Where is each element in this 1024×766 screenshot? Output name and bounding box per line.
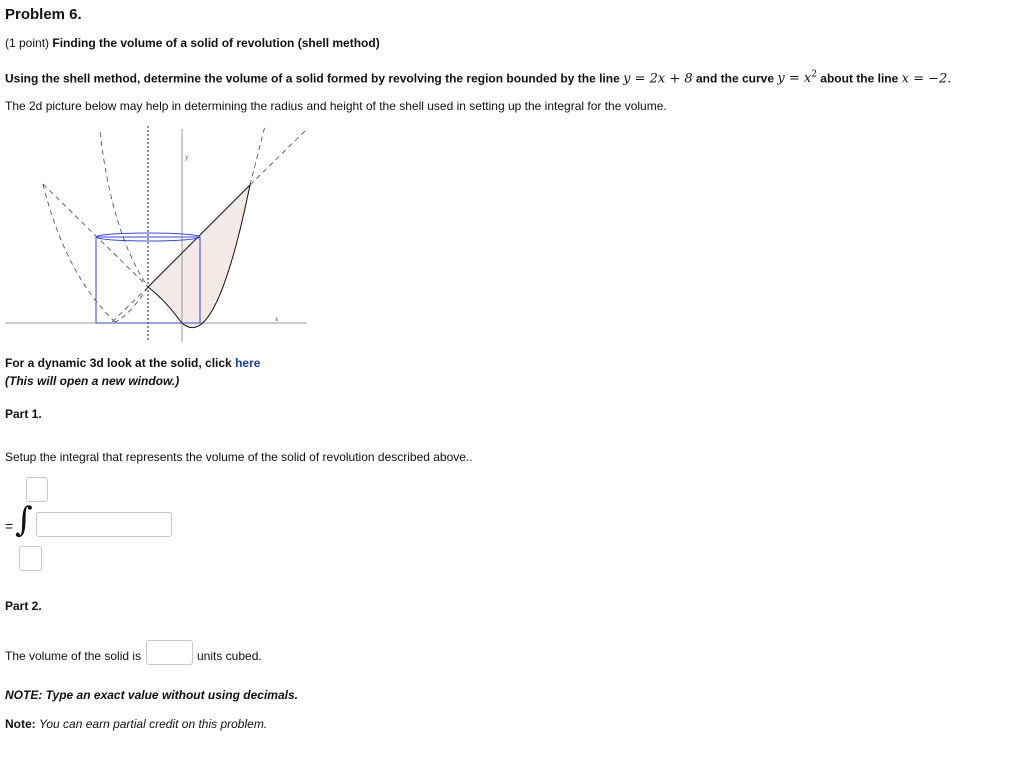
line-equation: y = 2x + 8 [623,71,693,87]
dynamic-3d-line [5,356,260,370]
curve-extension [250,126,265,185]
axis-equation: x = −2. [901,71,952,87]
bounded-region [148,185,250,328]
volume-units: units cubed. [197,649,262,663]
curve-equation-exponent: 2 [811,70,817,80]
reflected-curve [100,132,148,287]
line-extension-upper [250,129,307,185]
part2-label: Part 2. [5,599,42,613]
points-label: (1 point) [5,36,50,50]
upper-limit-input[interactable] [26,477,48,502]
problem-title: Problem 6. [5,6,82,23]
partial-credit-text: You can earn partial credit on this problem. [39,717,268,731]
statement-mid2: about the line [820,71,899,86]
integral-sign: ∫ [15,500,33,540]
shell-method-figure [5,124,307,342]
exact-value-note: NOTE: Type an exact value without using decimals. [5,688,298,702]
dynamic-3d-note: (This will open a new window.) [5,374,180,388]
volume-prompt: The volume of the solid is [5,649,142,663]
dynamic-3d-text: For a dynamic 3d look at the solid, click [5,356,232,370]
y-axis-label: y [185,154,189,161]
line-extension-lower [110,287,148,324]
x-axis-label: x [275,316,279,323]
volume-answer-input[interactable] [146,640,193,665]
part1-label: Part 1. [5,407,42,421]
partial-credit-label: Note: [5,717,36,731]
equals-sign: = [5,518,14,534]
lower-limit-input[interactable] [19,546,42,571]
figure-hint: The 2d picture below may help in determining the radius and height of the shell used in setting up the integral for the volume. [5,99,667,113]
statement-pre: Using the shell method, determine the volume of a solid formed by revolving the region bounded by the line [5,71,620,86]
partial-credit-note [5,717,267,731]
dynamic-3d-link[interactable]: here [235,356,261,370]
statement-mid1: and the curve [695,71,775,86]
reflected-curve-lower [115,287,148,322]
part1-prompt: Setup the integral that represents the volume of the solid of revolution described above.. [5,450,473,464]
problem-heading: Finding the volume of a solid of revolution (shell method) [52,36,380,50]
curve-equation [777,71,817,86]
problem-points-line [5,36,380,50]
integrand-input[interactable] [36,512,172,537]
curve-equation-base: y = x [777,71,812,87]
left-curve [43,184,115,322]
problem-statement [5,70,951,86]
